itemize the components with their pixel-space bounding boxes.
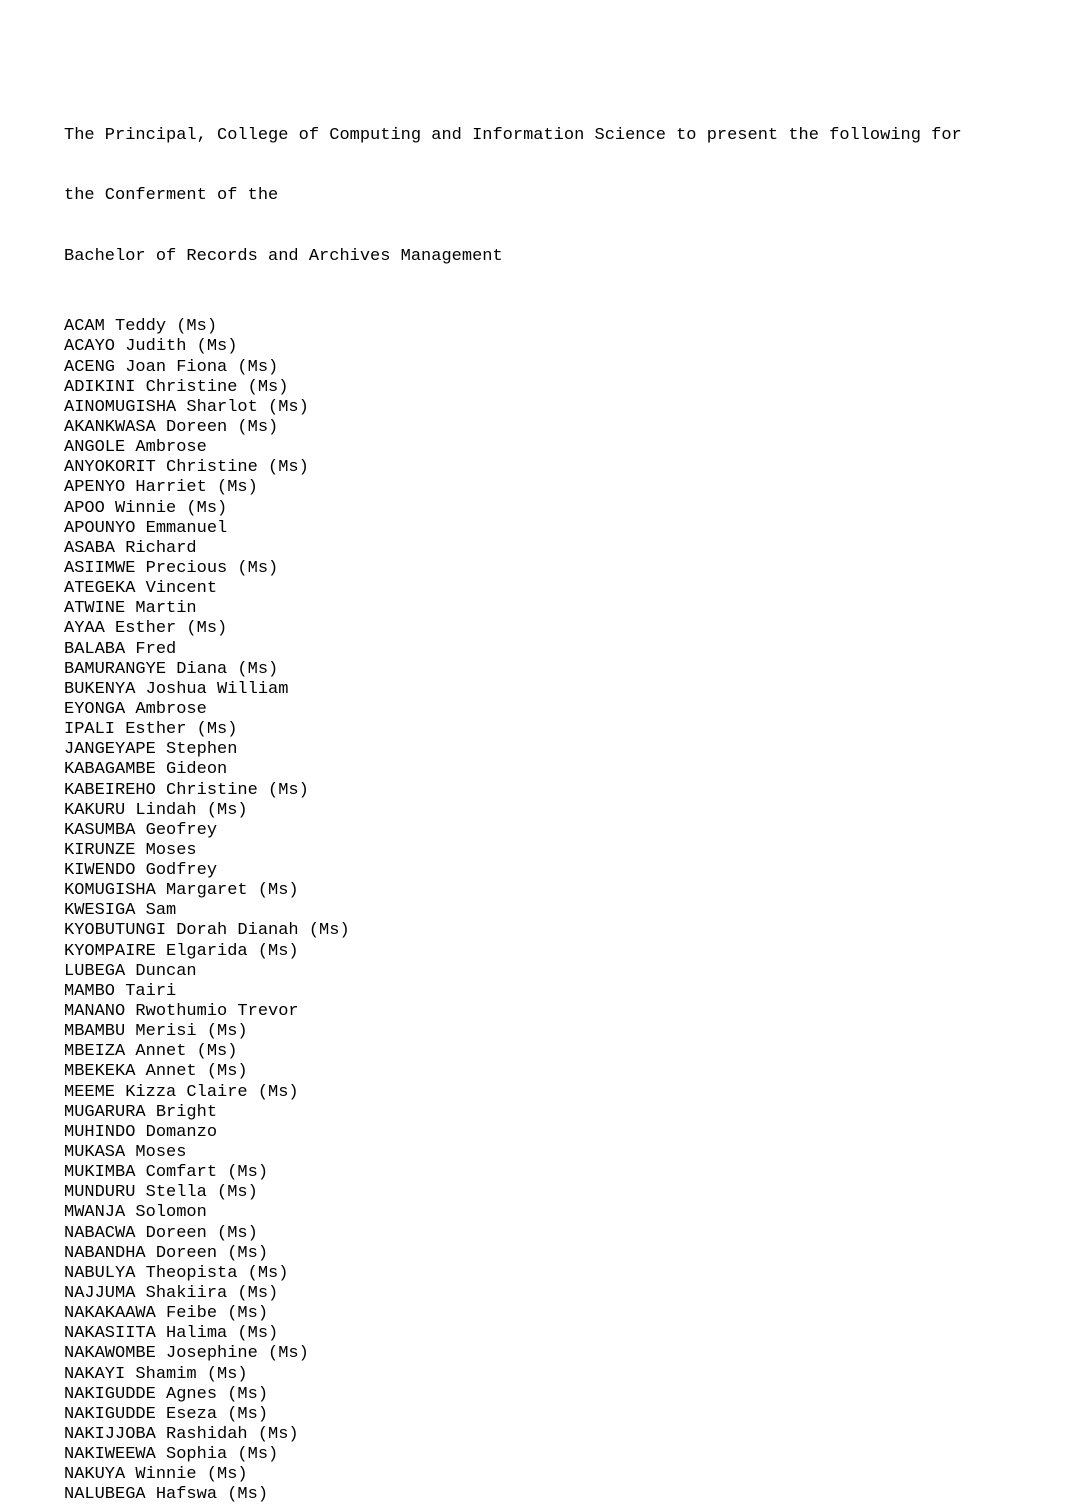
graduate-name: APENYO Harriet (Ms) bbox=[64, 478, 258, 498]
graduate-name: MUHINDO Domanzo bbox=[64, 1122, 218, 1142]
graduate-name: NAKIGUDDE Agnes (Ms) bbox=[64, 1384, 269, 1404]
graduate-name: MUKIMBA Comfart (Ms) bbox=[64, 1163, 269, 1183]
heading-line-1: The Principal, College of Computing and Information Science to present the following for bbox=[64, 125, 962, 145]
heading-line-2: the Conferment of the bbox=[64, 186, 279, 206]
graduate-name: NAJJUMA Shakiira (Ms) bbox=[64, 1284, 279, 1304]
graduate-name: ANGOLE Ambrose bbox=[64, 438, 207, 458]
graduate-name: LUBEGA Duncan bbox=[64, 961, 197, 981]
graduate-name: KYOMPAIRE Elgarida (Ms) bbox=[64, 941, 299, 961]
graduate-name: KASUMBA Geofrey bbox=[64, 820, 218, 840]
graduate-name: KABEIREHO Christine (Ms) bbox=[64, 780, 309, 800]
graduate-name: JANGEYAPE Stephen bbox=[64, 740, 238, 760]
graduate-name: ANYOKORIT Christine (Ms) bbox=[64, 458, 309, 478]
graduate-name: ACENG Joan Fiona (Ms) bbox=[64, 357, 279, 377]
graduate-name: NAKUYA Winnie (Ms) bbox=[64, 1465, 248, 1485]
graduate-name: BALABA Fred bbox=[64, 639, 177, 659]
graduate-name: KABAGAMBE Gideon bbox=[64, 760, 228, 780]
graduate-name: KIRUNZE Moses bbox=[64, 840, 197, 860]
graduate-name: KAKURU Lindah (Ms) bbox=[64, 800, 248, 820]
graduate-name: NAKIJJOBA Rashidah (Ms) bbox=[64, 1425, 299, 1444]
graduate-name: NABACWA Doreen (Ms) bbox=[64, 1223, 258, 1243]
conferment-heading bbox=[64, 85, 1044, 308]
graduate-name: ATWINE Martin bbox=[64, 599, 197, 619]
graduate-name: ASABA Richard bbox=[64, 538, 197, 558]
graduate-name: NAKAKAAWA Feibe (Ms) bbox=[64, 1304, 269, 1324]
graduate-name: MBEKEKA Annet (Ms) bbox=[64, 1062, 248, 1082]
graduate-name: NAKAYI Shamim (Ms) bbox=[64, 1364, 248, 1384]
graduate-name: ACAYO Judith (Ms) bbox=[64, 337, 238, 357]
graduate-name: MBAMBU Merisi (Ms) bbox=[64, 1022, 248, 1042]
graduate-name: NAKIGUDDE Eseza (Ms) bbox=[64, 1404, 269, 1424]
graduate-name: ASIIMWE Precious (Ms) bbox=[64, 558, 279, 578]
graduate-names-list bbox=[64, 317, 1044, 1505]
graduate-name: NABULYA Theopista (Ms) bbox=[64, 1263, 289, 1283]
graduate-name: MAMBO Tairi bbox=[64, 981, 177, 1001]
graduate-name: AINOMUGISHA Sharlot (Ms) bbox=[64, 397, 309, 417]
graduate-name: NABANDHA Doreen (Ms) bbox=[64, 1243, 269, 1263]
graduate-name: NAKAWOMBE Josephine (Ms) bbox=[64, 1344, 309, 1364]
graduate-name: NALUBEGA Hafswa (Ms) bbox=[64, 1485, 269, 1505]
heading-line-3: Bachelor of Records and Archives Management bbox=[64, 247, 503, 267]
graduate-name: KWESIGA Sam bbox=[64, 901, 177, 921]
graduate-name: MUNDURU Stella (Ms) bbox=[64, 1183, 258, 1203]
graduate-name: IPALI Esther (Ms) bbox=[64, 720, 238, 740]
graduate-name: BAMURANGYE Diana (Ms) bbox=[64, 659, 279, 679]
graduate-name: MUKASA Moses bbox=[64, 1143, 187, 1163]
graduate-name: MANANO Rwothumio Trevor bbox=[64, 1002, 299, 1022]
graduate-name: APOUNYO Emmanuel bbox=[64, 518, 228, 538]
graduate-name: AKANKWASA Doreen (Ms) bbox=[64, 417, 279, 437]
graduate-name: APOO Winnie (Ms) bbox=[64, 498, 228, 518]
graduate-name: NAKASIITA Halima (Ms) bbox=[64, 1324, 279, 1344]
graduate-name: ATEGEKA Vincent bbox=[64, 579, 218, 599]
graduate-name: MUGARURA Bright bbox=[64, 1102, 218, 1122]
graduate-name: MEEME Kizza Claire (Ms) bbox=[64, 1082, 299, 1102]
document-page bbox=[64, 85, 1044, 1506]
graduate-name: ADIKINI Christine (Ms) bbox=[64, 377, 289, 397]
graduate-name: NAKIWEEWA Sophia (Ms) bbox=[64, 1445, 279, 1465]
graduate-name: BUKENYA Joshua William bbox=[64, 679, 289, 699]
graduate-name: AYAA Esther (Ms) bbox=[64, 619, 228, 639]
graduate-name: KOMUGISHA Margaret (Ms) bbox=[64, 881, 299, 901]
graduate-name: KIWENDO Godfrey bbox=[64, 861, 218, 881]
graduate-name: KYOBUTUNGI Dorah Dianah (Ms) bbox=[64, 921, 350, 941]
graduate-name: EYONGA Ambrose bbox=[64, 699, 207, 719]
graduate-name: MWANJA Solomon bbox=[64, 1203, 207, 1223]
graduate-name: ACAM Teddy (Ms) bbox=[64, 317, 218, 337]
graduate-name: MBEIZA Annet (Ms) bbox=[64, 1042, 238, 1062]
